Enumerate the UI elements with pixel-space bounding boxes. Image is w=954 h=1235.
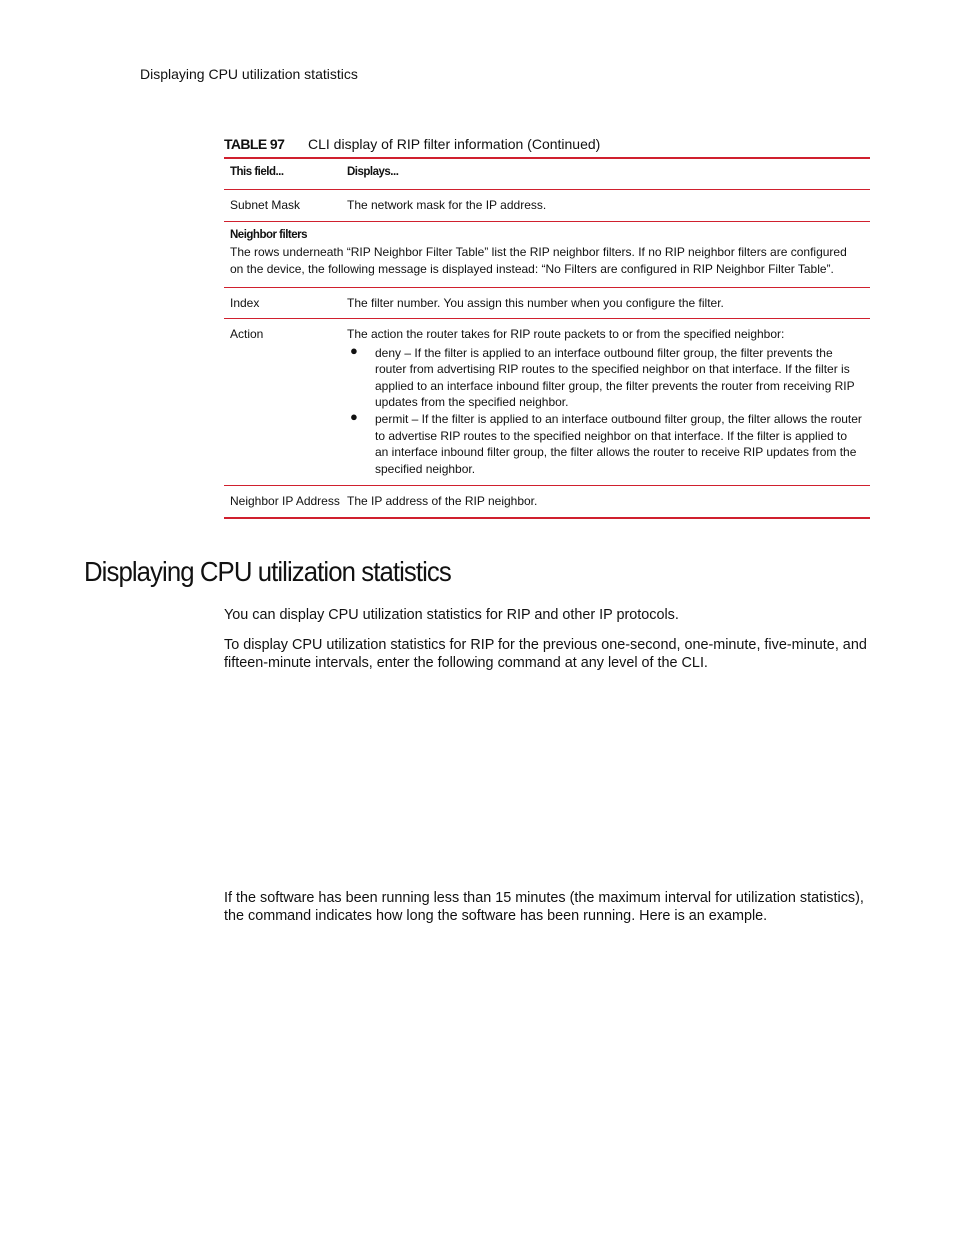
column-header-field: This field... xyxy=(230,166,284,178)
section-title: Neighbor filters xyxy=(230,228,307,241)
table-row xyxy=(224,288,870,319)
bullet-text: permit – If the filter is applied to an interface outbound filter group, the filter allows the router to advertise RIP routes to the specified neighbor on that interface. If the filter is applied to an interface inbound filter group, the filter allows the router to receive RIP updates from the specified neighbor. xyxy=(375,412,862,476)
table-number: TABLE 97 xyxy=(224,136,285,152)
table-row xyxy=(224,486,870,516)
bullet-text: deny – If the filter is applied to an interface outbound filter group, the filter prevents the router from advertising RIP routes to the specified neighbor on that interface. If the filter is applied to an interface inbound filter group, the filter prevents the router from receiving RIP updates from the specified neighbor. xyxy=(375,345,855,410)
list-item xyxy=(347,342,862,411)
body-paragraph: You can display CPU utilization statistics for RIP and other IP protocols. xyxy=(224,607,679,623)
section-cell xyxy=(224,222,870,287)
table-row xyxy=(224,319,870,486)
table-caption xyxy=(224,136,600,152)
column-header-displays: Displays... xyxy=(347,166,399,178)
section-text: The rows underneath “RIP Neighbor Filter Table” list the RIP neighbor filters. If no RIP neighbor filters are configured on the device, the following message is displayed instead: “No Filters are configured in RIP Neighbor Filter Table”. xyxy=(230,245,847,276)
description-cell xyxy=(341,319,870,485)
field-cell: Index xyxy=(230,296,260,311)
table-row xyxy=(224,190,870,221)
description-cell: The IP address of the RIP neighbor. xyxy=(347,494,538,509)
field-cell: Action xyxy=(230,327,264,342)
table-caption-text: CLI display of RIP filter information (Continued) xyxy=(308,136,601,152)
rip-filter-table xyxy=(224,157,870,519)
description-cell: The filter number. You assign this number when you configure the filter. xyxy=(347,296,724,311)
bullet-icon: ● xyxy=(350,409,358,425)
bullet-icon: ● xyxy=(350,342,358,358)
list-item xyxy=(347,411,862,477)
field-cell: Subnet Mask xyxy=(230,198,301,213)
section-heading: Displaying CPU utilization statistics xyxy=(84,556,451,587)
field-cell: Neighbor IP Address xyxy=(230,494,340,509)
body-paragraph: If the software has been running less than 15 minutes (the maximum interval for utilization statistics), the command indicates how long the software has been running. Here is an example. xyxy=(224,890,864,925)
running-header: Displaying CPU utilization statistics xyxy=(140,66,358,82)
description-text: The action the router takes for RIP route packets to or from the specified neighbor: xyxy=(347,327,785,342)
table-section-row xyxy=(224,222,870,288)
description-cell: The network mask for the IP address. xyxy=(347,198,547,213)
bullet-list xyxy=(347,342,862,477)
table-header-row xyxy=(224,159,870,190)
body-paragraph: To display CPU utilization statistics for RIP for the previous one-second, one-minute, five-minute, and fifteen-minute intervals, enter the following command at any level of the CLI. xyxy=(224,637,867,672)
